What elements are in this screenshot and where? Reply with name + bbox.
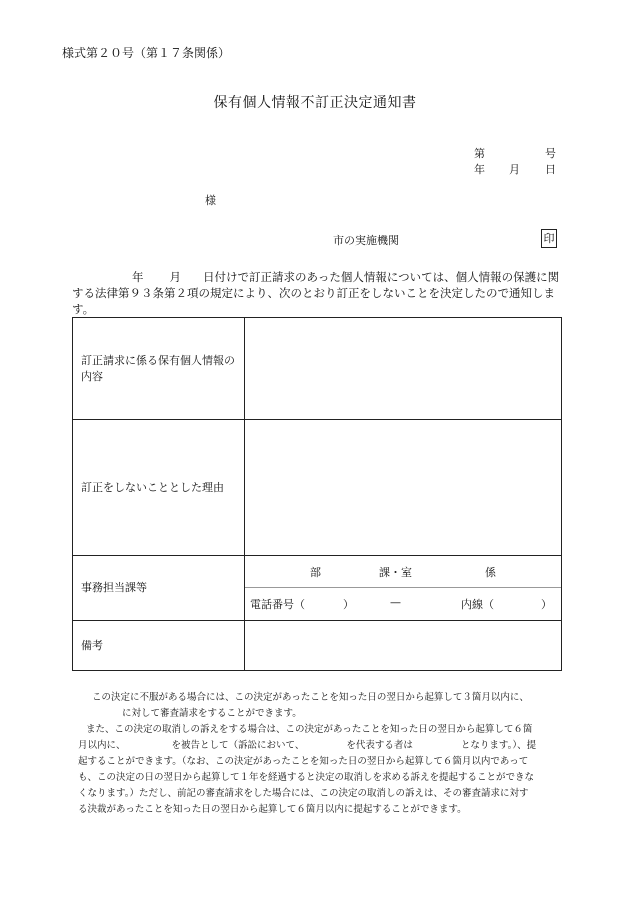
extension-close: ） — [541, 598, 552, 611]
note-line: 起することができます。（なお、この決定があったことを知った日の翌日から起算して６箇月以内であって — [78, 756, 529, 767]
number-suffix: 号 — [545, 147, 556, 160]
reason-cell[interactable] — [245, 420, 562, 556]
seal-mark: 印 — [541, 229, 557, 248]
note-line: も、この決定の日の翌日から起算して１年を経過すると決定の取消しを求める訴えを提起することができな — [78, 772, 535, 783]
form-number: 様式第２０号（第１７条関係） — [62, 46, 231, 60]
phone-dash: — — [390, 596, 401, 609]
remarks-cell[interactable] — [245, 621, 562, 671]
department-name-row — [245, 556, 561, 587]
phone-label: 電話番号（ — [250, 598, 305, 611]
addressee-honorific: 様 — [205, 194, 216, 207]
body-line2: する法律第９３条第２項の規定により、次のとおり訂正をしないことを決定したので通知しま — [72, 286, 555, 300]
note-fragment: となります。）、提 — [460, 740, 537, 751]
note-line: くなります。）ただし、前記の審査請求をした場合には、この決定の取消しの訴えは、その審査請求に対す — [78, 788, 529, 799]
date-year: 年 — [474, 163, 485, 176]
date-month: 月 — [509, 163, 520, 176]
document-title: 保有個人情報不訂正決定通知書 — [213, 95, 417, 111]
content-cell[interactable] — [245, 318, 562, 420]
note-fragment: を被告として（訴訟において、 — [171, 740, 305, 751]
note-line: また、この決定の取消しの訴えをする場合は、この決定があったことを知った日の翌日から起算して６箇 — [86, 724, 533, 735]
note-fragment: を代表する者は — [346, 740, 413, 751]
note-line: この決定に不服がある場合には、この決定があったことを知った日の翌日から起算して３箇月以内に、 — [92, 692, 529, 703]
note-fragment: 月以内に、 — [78, 740, 126, 751]
body-month: 月 — [169, 270, 181, 284]
decision-table — [72, 317, 562, 671]
date-day: 日 — [545, 163, 556, 176]
notice-body — [72, 269, 572, 317]
body-line3: す。 — [72, 302, 95, 316]
table-row — [73, 556, 562, 621]
phone-close: ） — [343, 598, 354, 611]
table-row — [73, 420, 562, 556]
dept-kakari: 係 — [485, 566, 496, 579]
body-line1: 日付けで訂正請求のあった個人情報については、個人情報の保護に関 — [203, 270, 560, 284]
department-label: 事務担当課等 — [73, 556, 245, 621]
dept-ka: 課・室 — [379, 566, 412, 579]
note-line: る決裁があったことを知った日の翌日から起算して６箇月以内に提起することができます。 — [78, 804, 467, 815]
appeal-notes — [78, 690, 568, 818]
number-prefix: 第 — [474, 147, 485, 160]
extension-label: 内線（ — [461, 598, 494, 611]
table-row — [73, 318, 562, 420]
content-label: 訂正請求に係る保有個人情報の内容 — [73, 318, 245, 420]
dept-bu: 部 — [310, 566, 321, 579]
note-line: に対して審査請求をすることができます。 — [122, 708, 302, 719]
table-row — [73, 621, 562, 671]
sender-organization: 市の実施機関 — [333, 234, 399, 247]
body-year: 年 — [132, 270, 144, 284]
department-cell — [245, 556, 562, 621]
remarks-label: 備考 — [73, 621, 245, 671]
reason-label: 訂正をしないこととした理由 — [73, 420, 245, 556]
department-phone-row — [245, 587, 561, 620]
note-line — [78, 738, 568, 754]
